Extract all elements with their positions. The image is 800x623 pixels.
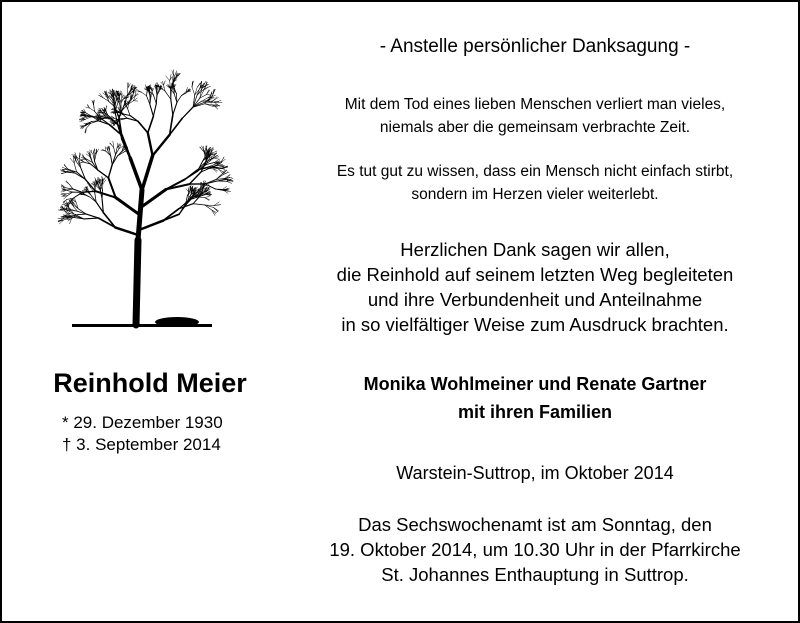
quote-2-line: Es tut gut zu wissen, dass ein Mensch nicht einfach stirbt, [336, 163, 734, 180]
family-signature [285, 370, 785, 426]
mass-line: St. Johannes Enthauptung in Suttrop. [381, 564, 689, 585]
life-dates [62, 412, 282, 456]
quote-2 [285, 160, 785, 206]
thanks-line: und ihre Verbundenheit und Anteilnahme [367, 289, 703, 310]
mass-line: 19. Oktober 2014, um 10.30 Uhr in der Pfarrkirche [329, 539, 741, 560]
thanks-text [285, 237, 785, 337]
quote-1-line: Mit dem Tod eines lieben Menschen verliert man vieles, [344, 96, 726, 113]
birth-date: * 29. Dezember 1930 [62, 413, 223, 432]
thanks-line: Herzlichen Dank sagen wir allen, [400, 239, 670, 260]
death-date: † 3. September 2014 [62, 435, 221, 454]
family-line: Monika Wohlmeiner und Renate Gartner [363, 374, 707, 394]
deceased-name: Reinhold Meier [53, 368, 247, 398]
mass-announcement [285, 512, 785, 587]
thanks-line: in so vielfältiger Weise zum Ausdruck brachten. [341, 314, 729, 335]
family-line: mit ihren Familien [457, 402, 613, 422]
place-date: Warstein-Suttrop, im Oktober 2014 [396, 463, 674, 483]
quote-1-line: niemals aber die gemeinsam verbrachte Zeit. [379, 119, 691, 136]
tree-illustration [52, 40, 270, 340]
quote-1 [285, 93, 785, 139]
mass-line: Das Sechswochenamt ist am Sonntag, den [358, 514, 712, 535]
quote-2-line: sondern im Herzen vieler weiterlebt. [411, 186, 659, 203]
notice-heading: - Anstelle persönlicher Danksagung - [379, 36, 691, 57]
thanks-line: die Reinhold auf seinem letzten Weg begleiteten [336, 264, 734, 285]
